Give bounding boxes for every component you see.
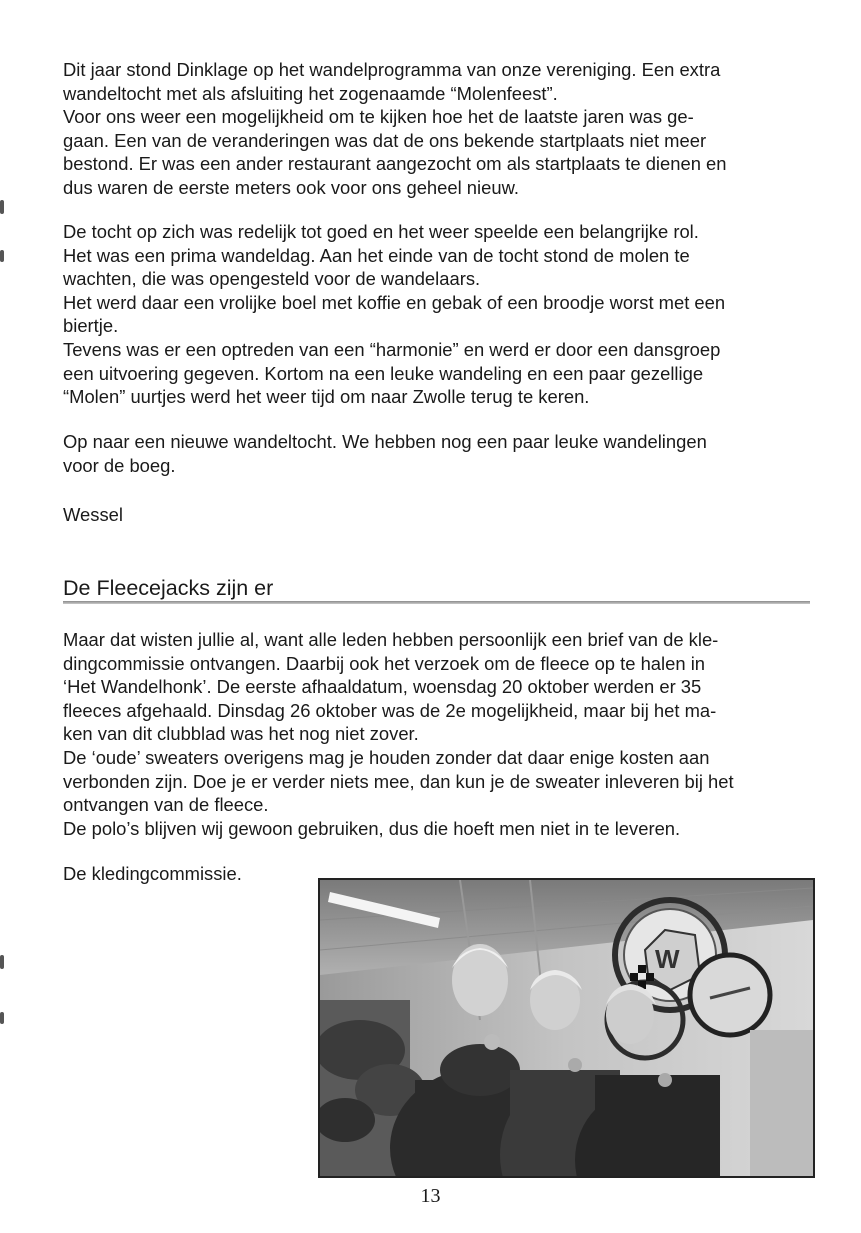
- article1-paragraph-1: [63, 58, 813, 200]
- photo-three-members-icon: [318, 878, 815, 1178]
- svg-text:W: W: [655, 944, 680, 974]
- article2-paragraph: [63, 628, 813, 840]
- scan-edge-mark: [0, 250, 4, 262]
- article1-paragraph-3-text: Op naar een nieuwe wandeltocht. We hebben nog een paar leuke wandelingen voor de boeg.: [63, 431, 707, 476]
- article1-paragraph-2-text: De tocht op zich was redelijk tot goed en het weer speelde een belangrijke rol. Het was een prima wandeldag. Aan het einde van de tocht stond de molen te wachten, die was opengesteld voor de wandelaars. Het werd daar een vrolijke boel met koffie en gebak of een broodje worst met een biertje. Tevens was er een optreden van een “harmonie” en werd er door een dansgroep een uitvoering gegeven. Kortom na een leuke wandeling en een paar gezellige “Molen” uurtjes werd het weer tijd om naar Zwolle terug te keren.: [63, 221, 726, 408]
- scan-edge-mark: [0, 200, 4, 214]
- photo-illustration: [320, 880, 813, 1176]
- heading-underline-divider: [63, 601, 810, 604]
- article2-heading: De Fleecejacks zijn er: [63, 576, 274, 600]
- article1-paragraph-3: [63, 430, 813, 477]
- page-number: 13: [420, 1185, 441, 1207]
- article1-signature: [63, 503, 813, 527]
- article1-paragraph-2: [63, 220, 813, 409]
- article1-paragraph-1-text: Dit jaar stond Dinklage op het wandelprogramma van onze vereniging. Een extra wandeltocht met als afsluiting het zogenaamde “Molenfeest”. Voor ons weer een mogelijkheid om te kijken hoe het de laatste jaren was ge- gaan. Een van de veranderingen was dat de ons bekende startplaats niet meer bestond. Er was een ander restaurant aangezocht om als startplaats te dienen en dus waren de eerste meters ook voor ons geheel nieuw.: [63, 59, 727, 198]
- article2-paragraph-text: Maar dat wisten jullie al, want alle leden hebben persoonlijk een brief van de kle- dingcommissie ontvangen. Daarbij ook het verzoek om de fleece op te halen in ‘Het Wandelhonk’. De eerste afhaaldatum, woensdag 20 oktober werden er 35 fleeces afgehaald. Dinsdag 26 oktober was de 2e mogelijkheid, maar bij het ma- ken van dit clubblad was het nog niet zover. De ‘oude’ sweaters overigens mag je houden zonder dat daar enige kosten aan verbonden zijn. Doe je er verder niets mee, dan kun je de sweater inleveren bij het ontvangen van de fleece. De polo’s blijven wij gewoon gebruiken, dus die hoeft men niet in te leveren.: [63, 629, 734, 839]
- scan-edge-mark: [0, 955, 4, 969]
- article1-signature-text: Wessel: [63, 504, 123, 525]
- scan-edge-mark: [0, 1012, 4, 1024]
- article2-signature-text: De kledingcommissie.: [63, 863, 242, 884]
